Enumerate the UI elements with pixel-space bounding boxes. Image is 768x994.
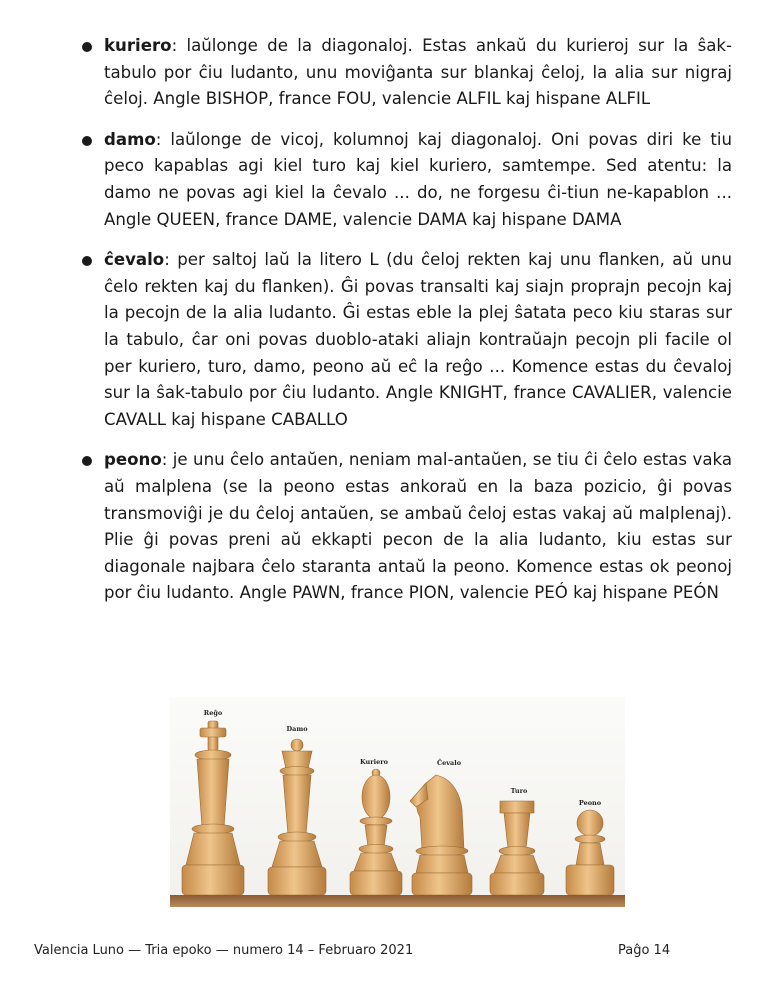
bullet-icon — [82, 136, 92, 146]
label-rook: Turo — [510, 787, 528, 795]
list-item-knight — [82, 247, 732, 433]
term-queen: damo — [104, 129, 156, 149]
rook-piece-icon — [490, 801, 544, 895]
bishop-piece-icon — [350, 769, 402, 895]
footer-publication: Valencia Luno — Tria epoko — numero 14 – Februaro 2021 — [34, 943, 414, 958]
bullet-icon — [82, 456, 92, 466]
bullet-icon — [82, 42, 92, 52]
pawn-piece-icon — [566, 810, 614, 895]
queen-piece-icon — [268, 739, 326, 895]
chess-pieces-photo — [170, 697, 625, 907]
term-pawn: peono — [104, 450, 162, 470]
label-bishop: Kuriero — [359, 758, 389, 766]
term-bishop: kuriero — [104, 36, 172, 55]
description-pawn: : je unu ĉelo antaŭen, neniam mal-antaŭen, se tiu ĉi ĉelo estas vaka aŭ malplena (se la peono estas ankoraŭ en la baza pozicio, ĝi povas transmoviĝi je du ĉeloj antaŭen, se ambaŭ ĉeloj estas vakaj aŭ malplenaj). Plie ĝi povas preni aŭ ekkapti pecon de la alia ludanto, kiu estas sur diagonale najbara ĉelo staranta antaŭ la peono. Komence estas ok peonoj por ĉiu ludanto. Angle PAWN, france PION, valencie PEÓ kaj hispane PEÓN — [104, 450, 732, 603]
bullet-icon — [82, 256, 92, 266]
list-item-queen — [82, 127, 732, 233]
description-queen: : laŭlonge de vicoj, kolumnoj kaj diagonaloj. Oni povas diri ke tiu peco kapablas agi kiel turo kaj kiel kuriero, samtempe. Sed atentu: la damo ne povas agi kiel la ĉevalo ... do, ne forgesu ĉi-tiun ne-kapablon ... Angle QUEEN, france DAME, valencie DAMA kaj hispane DAMA — [104, 129, 732, 229]
chessboard-edge — [170, 895, 625, 907]
term-knight: ĉevalo — [104, 250, 165, 270]
list-item-pawn — [82, 447, 732, 607]
knight-piece-icon — [410, 775, 472, 895]
label-queen: Damo — [286, 725, 308, 733]
label-knight: Ĉevalo — [436, 759, 462, 767]
list-item-bishop — [82, 33, 732, 113]
chess-pieces-illustration — [170, 697, 625, 907]
description-knight: : per saltoj laŭ la litero L (du ĉeloj rekten kaj unu flanken, aŭ unu ĉelo rekten kaj du flanken). Ĝi povas transalti kaj siajn proprajn pecojn kaj la pecojn de la alia ludanto. Ĝi estas eble la plej ŝatata peco kiu staras sur la tabulo, ĉar oni povas duoblo-ataki aliajn kontraŭajn pecojn pli facile ol per kuriero, turo, damo, peono aŭ eĉ la reĝo ... Komence estas du ĉevaloj sur la ŝak-tabulo por ĉiu ludanto. Angle KNIGHT, france CAVALIER, valencie CAVALL kaj hispane CABALLO — [104, 250, 732, 429]
label-pawn: Peono — [578, 799, 602, 807]
footer-page-number: Paĝo 14 — [618, 943, 671, 958]
description-bishop: : laŭlonge de la diagonaloj. Estas ankaŭ du kurieroj sur la ŝak-tabulo por ĉiu ludanto, unu moviĝanta sur blankaj ĉeloj, la alia sur nigraj ĉeloj. Angle BISHOP, france FOU, valencie ALFIL kaj hispane ALFIL — [104, 36, 732, 109]
label-king: Reĝo — [203, 709, 223, 717]
piece-description-list — [82, 33, 732, 621]
king-piece-icon — [182, 721, 244, 895]
